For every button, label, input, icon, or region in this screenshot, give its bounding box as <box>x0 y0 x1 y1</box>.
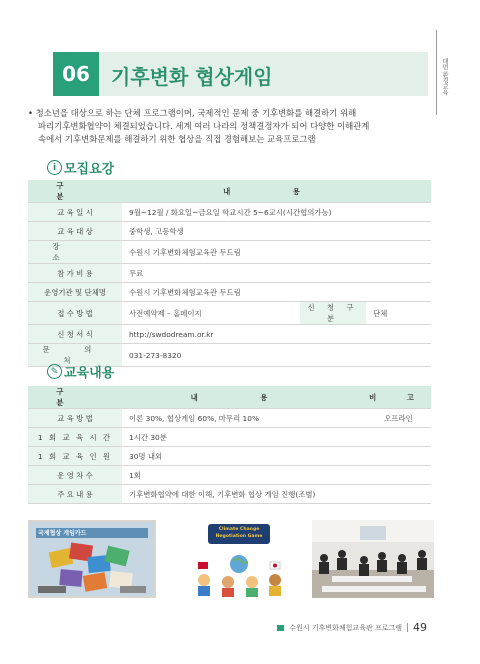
footer-divider <box>407 623 408 632</box>
section-title: 기후변화 협상게임 <box>111 65 273 89</box>
table-row: 주 요 내 용 기후변화협약에 대한 이해, 기후변화 협상 게임 진행(조별) <box>28 485 431 504</box>
classroom-illustration <box>312 520 434 598</box>
header-note: 비 고 <box>366 386 431 409</box>
intro-line-3: 속에서 기후변화문제를 해결하기 위한 협상을 직접 경험해보는 교육프로그램 <box>38 134 316 144</box>
intro-line-1: • 청소년을 대상으로 하는 단체 프로그램이며, 국제적인 문제 중 기후변화를 해결하기 위해 <box>28 108 357 118</box>
intro-line-2: 파리기후변화협약이 체결되었습니다. 세계 여러 나라의 정책결정자가 되어 다양한 이해관계 <box>38 121 370 131</box>
table-header-row <box>28 180 431 203</box>
side-section-label: 대면 환경교육 <box>441 58 448 96</box>
table-row: 참 가 비 용 무료 <box>28 264 431 283</box>
section-number: 06 <box>53 52 99 96</box>
header-content: 내 용 <box>122 386 366 409</box>
photo-game-cards <box>28 520 156 598</box>
header-category: 구 분 <box>28 180 122 203</box>
pencil-icon: ✎ <box>47 364 62 379</box>
table-row: 운 영 차 수 1회 <box>28 466 431 485</box>
bullet-glyph: • <box>28 108 33 118</box>
intro-paragraph <box>28 107 423 146</box>
table-header-row <box>28 386 431 409</box>
footer-book-icon <box>277 625 284 631</box>
recruit-table <box>28 180 431 367</box>
section-title-banner <box>53 52 428 96</box>
table-row: 운영기관 및 단체명 수원시 기후변화체험교육관 두드림 <box>28 283 431 302</box>
table-row: 문 의 처 031-273-8320 <box>28 344 431 367</box>
photo-classroom <box>312 520 434 598</box>
recruit-heading <box>47 158 114 177</box>
content-heading-text: 교육내용 <box>64 366 115 381</box>
content-heading <box>47 362 114 381</box>
photo-game-poster <box>178 520 300 598</box>
recruit-heading-text: 모집요강 <box>64 162 115 177</box>
side-divider-line <box>436 30 437 115</box>
photo2-title: Climate Change Negotiation Game <box>215 527 263 539</box>
table-row: 신 청 서 식 http://swdodream.or.kr <box>28 325 431 344</box>
table-row: 1 회 교 육 인 원 30명 내외 <box>28 447 431 466</box>
table-row: 1 회 교 육 시 간 1시간 30분 <box>28 428 431 447</box>
footer-text: 수원시 기후변화체험교육관 프로그램 <box>289 623 402 632</box>
photo1-caption: 국제협상 게임카드 <box>38 530 87 537</box>
info-icon: i <box>47 160 62 175</box>
header-content: 내 용 <box>122 180 431 203</box>
table-row: 접 수 방 법 사전예약제 – 홈페이지 신 청 구 분 단체 <box>28 302 431 325</box>
table-row: 교 육 방 법 이론 30%, 협상게임 60%, 마무리 10% 오프라인 <box>28 409 431 428</box>
table-row: 교 육 대 상 중학생, 고등학생 <box>28 222 431 241</box>
page-footer <box>277 621 427 634</box>
header-category: 구 분 <box>28 386 122 409</box>
content-table <box>28 386 431 504</box>
page-number: 49 <box>413 621 427 634</box>
table-row: 교 육 일 시 9월~12월 / 화요일~금요일 학교시간 5~6교시(시간협의가능) <box>28 203 431 222</box>
table-row: 장 소 수원시 기후변화체험교육관 두드림 <box>28 241 431 264</box>
